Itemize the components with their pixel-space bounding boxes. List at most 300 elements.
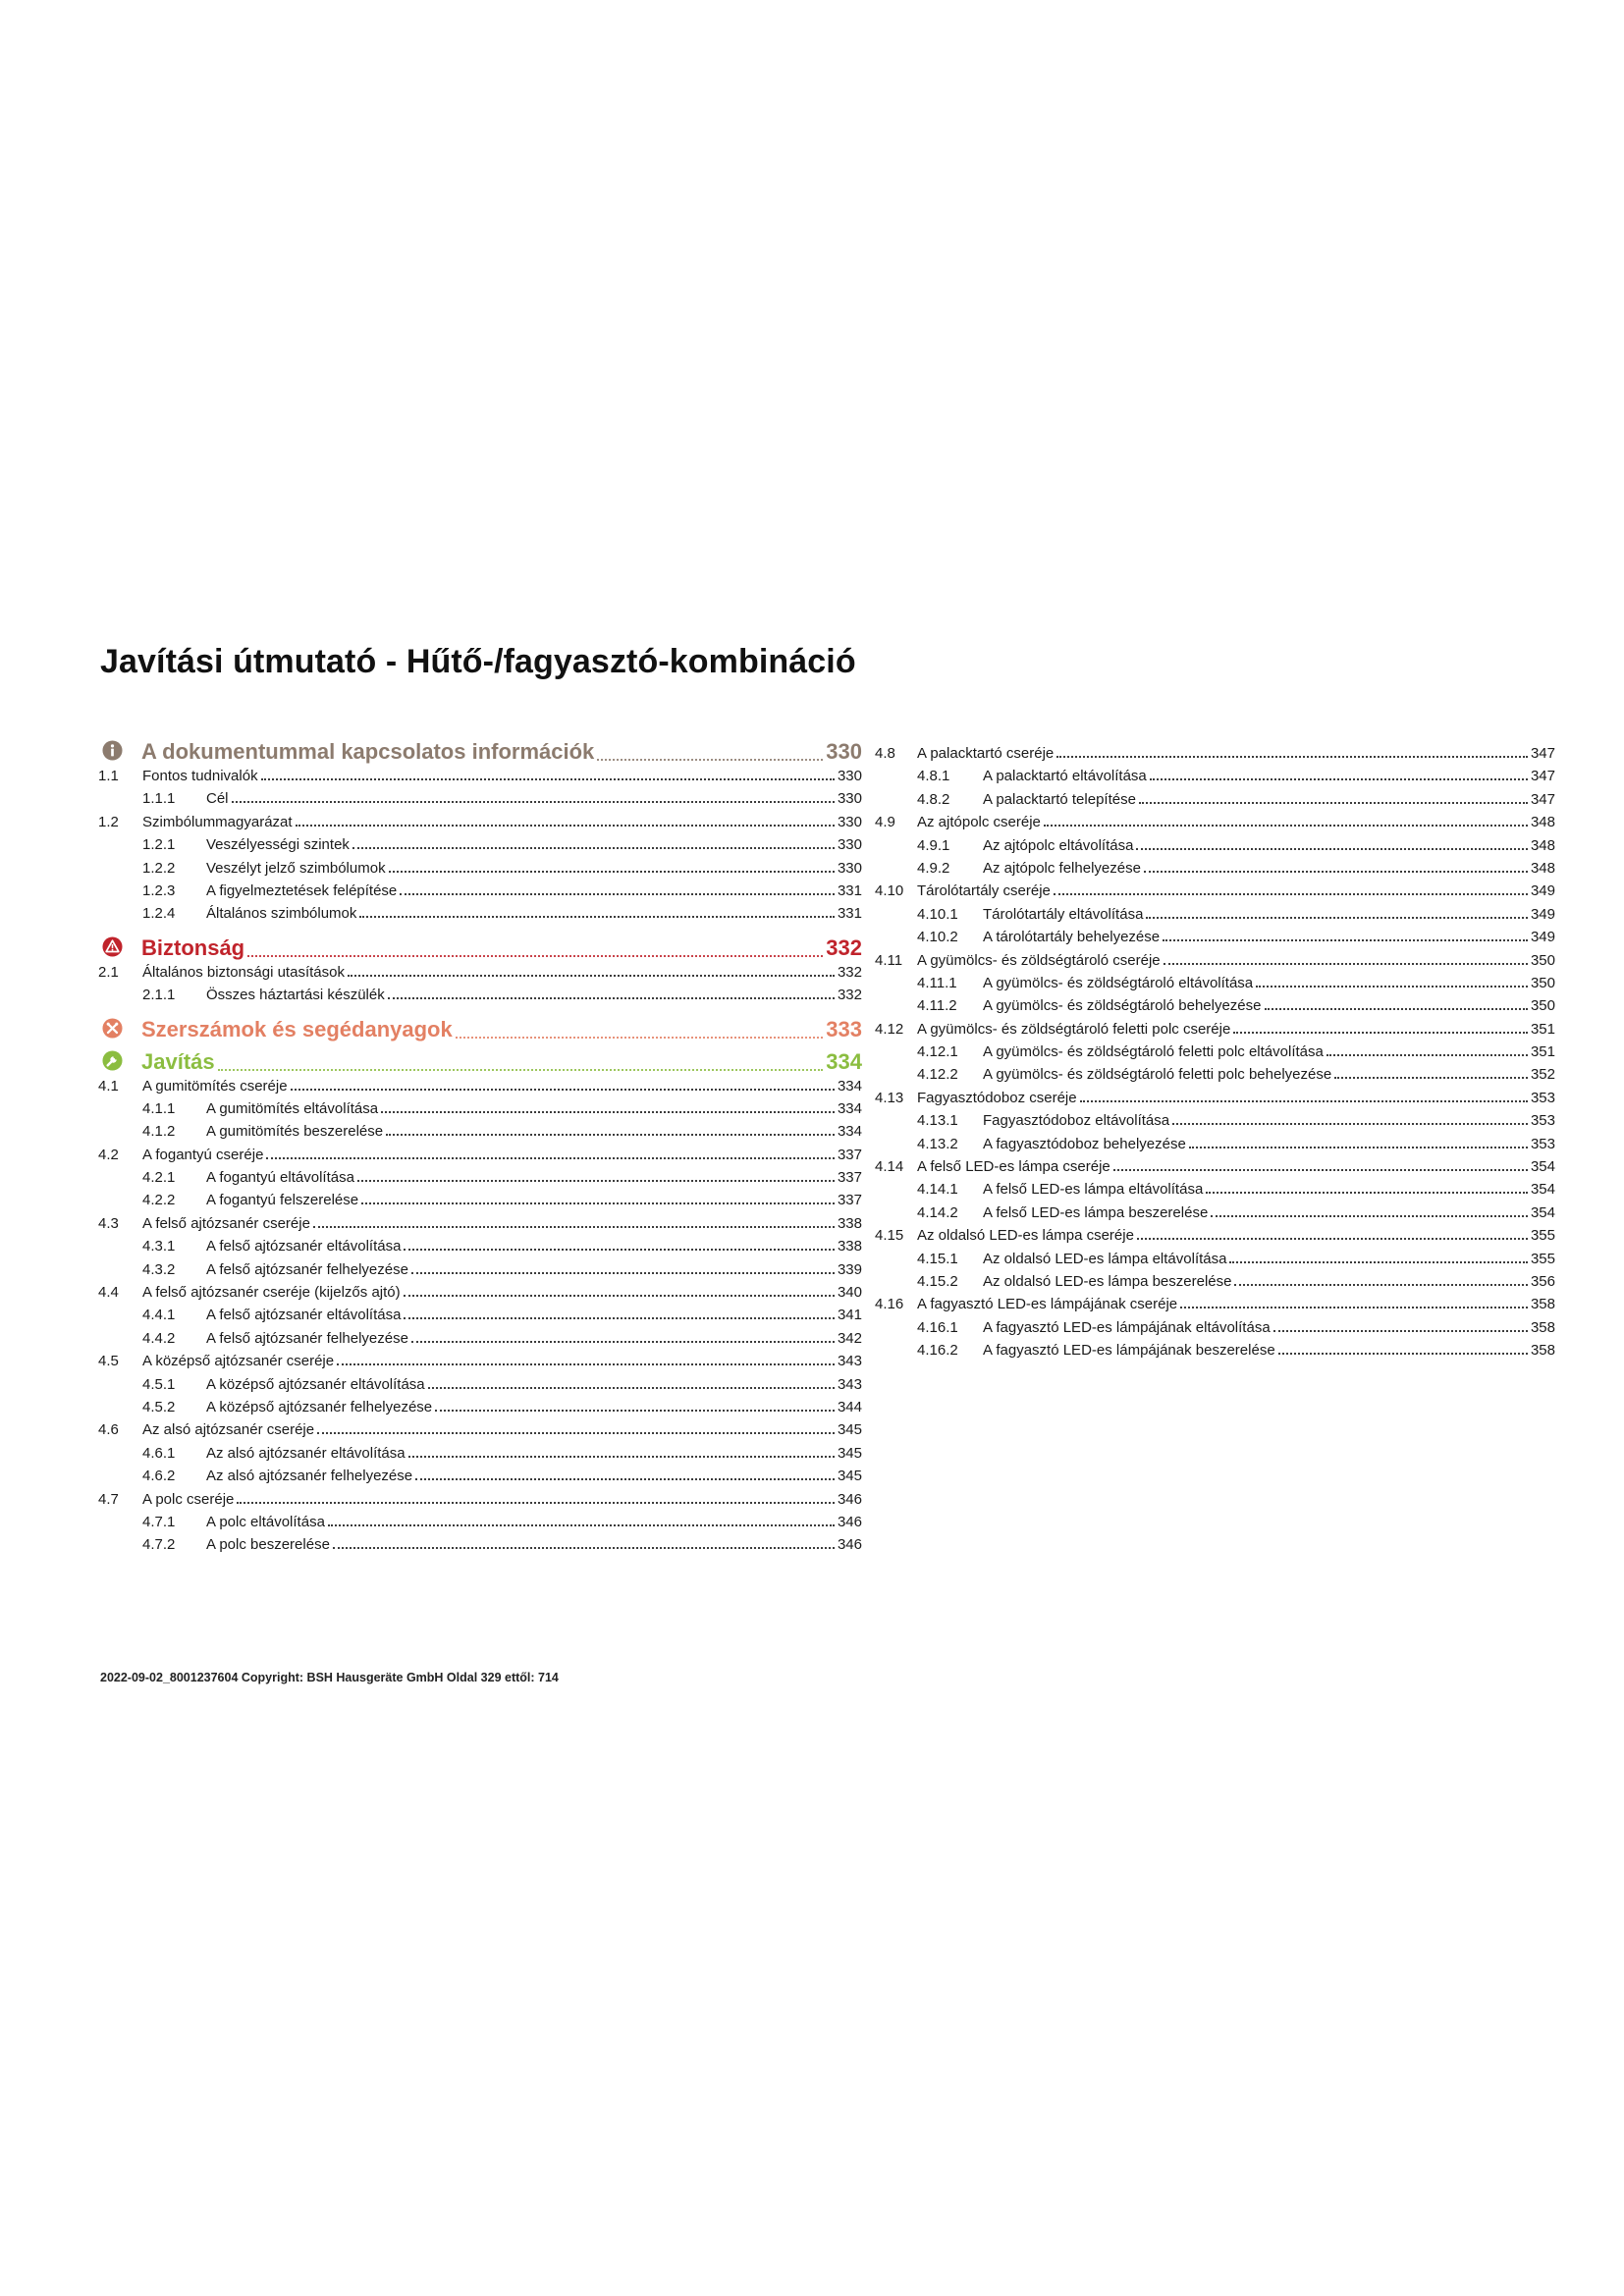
toc-entry-line [983, 1066, 1555, 1083]
toc-number: 4.10.2 [917, 929, 958, 946]
warning-triangle-icon [102, 936, 123, 957]
toc-page-number: 330 [837, 813, 862, 830]
toc-page-number: 337 [837, 1169, 862, 1187]
toc-entry-line [142, 1147, 862, 1163]
toc-page-number: 347 [1530, 768, 1555, 785]
dot-leader [1056, 755, 1528, 758]
toc-title: Veszélyességi szintek [206, 836, 350, 854]
toc-entry-line [206, 836, 862, 853]
toc-page-number: 330 [837, 836, 862, 854]
toc-entry-line [206, 1307, 862, 1323]
dot-leader [1164, 962, 1528, 965]
toc-entry-line [206, 905, 862, 922]
toc-entry-line [142, 1353, 862, 1369]
toc-page-number: 351 [1530, 1043, 1555, 1061]
toc-title: Tárolótartály cseréje [917, 882, 1051, 900]
toc-page-number: 353 [1530, 1112, 1555, 1130]
toc-subsection[interactable] [98, 858, 862, 881]
toc-page-number: 334 [837, 1099, 862, 1117]
toc-subsection[interactable] [875, 835, 1555, 858]
toc-page-number: 332 [837, 987, 862, 1004]
dot-leader [1211, 1214, 1528, 1217]
toc-section[interactable] [98, 1282, 862, 1305]
toc-title: Tárolótartály eltávolítása [983, 905, 1144, 923]
toc-number: 4.10 [875, 882, 904, 900]
toc-entry-line [142, 1078, 862, 1095]
toc-entry-line [142, 1215, 862, 1232]
toc-subsection[interactable] [875, 995, 1555, 1018]
dot-leader [389, 870, 835, 873]
toc-number: 4.14.2 [917, 1203, 958, 1221]
toc-entry-line [206, 1468, 862, 1484]
toc-page-number: 351 [1530, 1020, 1555, 1038]
toc-title: Az ajtópolc eltávolítása [983, 836, 1134, 854]
toc-page-number: 344 [837, 1398, 862, 1415]
toc-number: 4.7.1 [142, 1513, 176, 1530]
toc-title: A palacktartó telepítése [983, 790, 1136, 808]
toc-title: A gumitömítés cseréje [142, 1077, 288, 1095]
toc-number: 4.3.2 [142, 1260, 176, 1278]
toc-number: 4.16 [875, 1296, 904, 1313]
toc-subsection[interactable] [875, 1064, 1555, 1087]
toc-number: 4.16.2 [917, 1342, 958, 1360]
toc-page-number: 350 [1530, 951, 1555, 969]
dot-leader [317, 1431, 835, 1434]
toc-entry-line [983, 1136, 1555, 1152]
dot-leader [456, 1036, 824, 1039]
toc-section[interactable] [98, 962, 862, 985]
toc-number: 4.12.2 [917, 1066, 958, 1084]
toc-subsection[interactable] [98, 788, 862, 811]
dot-leader [411, 1340, 835, 1343]
toc-entry-line [917, 1090, 1555, 1106]
dot-leader [381, 1110, 835, 1113]
toc-entry-line [917, 1021, 1555, 1038]
toc-section[interactable] [98, 766, 862, 788]
page-footer: 2022-09-02_8001237604 Copyright: BSH Hausgeräte GmbH Oldal 329 ettől: 714 [100, 1671, 559, 1684]
toc-title: A felső LED-es lámpa beszerelése [983, 1203, 1209, 1221]
dot-leader [1334, 1076, 1528, 1079]
toc-title: A középső ajtózsanér felhelyezése [206, 1398, 433, 1415]
toc-section[interactable] [875, 812, 1555, 834]
toc-title: A fogantyú cseréje [142, 1146, 264, 1163]
toc-subsection[interactable] [98, 1236, 862, 1258]
toc-title: A gyümölcs- és zöldségtároló eltávolítása [983, 974, 1254, 991]
dot-leader [404, 1316, 835, 1319]
toc-page-number: 330 [837, 768, 862, 784]
toc-subsection[interactable] [875, 1110, 1555, 1133]
dot-leader [411, 1271, 835, 1274]
toc-chapter[interactable] [98, 739, 862, 763]
toc-title: A gyümölcs- és zöldségtároló feletti polc cseréje [917, 1020, 1231, 1038]
toc-number: 4.11.2 [917, 997, 957, 1015]
toc-section[interactable] [98, 1213, 862, 1236]
dot-leader [1080, 1099, 1528, 1102]
toc-page-number: 350 [1530, 997, 1555, 1015]
dot-leader [1150, 777, 1528, 780]
dot-leader [428, 1386, 835, 1389]
toc-entry-line [141, 935, 862, 961]
toc-number: 4.2 [98, 1146, 119, 1163]
toc-page-number: 349 [1530, 905, 1555, 923]
toc-page-number: 331 [837, 881, 862, 899]
toc-title: A felső ajtózsanér felhelyezése [206, 1260, 408, 1278]
toc-entry-line [141, 1017, 862, 1042]
toc-subsection[interactable] [98, 1190, 862, 1212]
dot-leader [237, 1501, 835, 1504]
toc-entry-line [983, 975, 1555, 991]
toc-entry-line [983, 860, 1555, 877]
dot-leader [1163, 938, 1528, 941]
toc-number: 4.5.1 [142, 1375, 176, 1393]
toc-number: 4.7 [98, 1490, 119, 1508]
toc-title: A középső ajtózsanér eltávolítása [206, 1375, 425, 1393]
repair-icon [102, 1050, 123, 1071]
toc-title: Összes háztartási készülék [206, 987, 385, 1004]
toc-title: A középső ajtózsanér cseréje [142, 1353, 335, 1370]
toc-number: 4.10.1 [917, 905, 958, 923]
toc-title: Veszélyt jelző szimbólumok [206, 859, 386, 877]
dot-leader [1229, 1260, 1528, 1263]
dot-leader [386, 1133, 835, 1136]
toc-title: A gyümölcs- és zöldségtároló behelyezése [983, 997, 1262, 1015]
toc-page-number: 350 [1530, 974, 1555, 991]
toc-number: 4.11.1 [917, 974, 957, 991]
toc-page-number: 358 [1530, 1296, 1555, 1313]
toc-entry-line [142, 814, 862, 830]
toc-entry-line [206, 1445, 862, 1462]
toc-title: A felső ajtózsanér felhelyezése [206, 1329, 408, 1347]
toc-subsection[interactable] [98, 1098, 862, 1121]
toc-title: Fagyasztódoboz eltávolítása [983, 1112, 1170, 1130]
toc-entry-line [142, 1421, 862, 1438]
toc-entry-line [141, 739, 862, 765]
toc-subsection[interactable] [875, 789, 1555, 812]
dot-leader [313, 1225, 835, 1228]
toc-page-number: 334 [837, 1123, 862, 1141]
dot-leader [266, 1156, 835, 1159]
dot-leader [1180, 1306, 1528, 1308]
toc-entry-line [206, 1192, 862, 1208]
toc-title: A felső ajtózsanér eltávolítása [206, 1238, 402, 1255]
toc-entry-line [983, 1319, 1555, 1336]
toc-title: Az ajtópolc cseréje [917, 814, 1041, 831]
toc-entry-line [983, 1043, 1555, 1060]
toc-title: A fagyasztódoboz behelyezése [983, 1135, 1186, 1152]
toc-chapter[interactable] [98, 1049, 862, 1073]
dot-leader [415, 1477, 835, 1480]
toc-page-number: 331 [837, 905, 862, 923]
toc-page-number: 355 [1530, 1250, 1555, 1267]
toc-entry-line [917, 745, 1555, 762]
toc-section[interactable] [98, 1419, 862, 1442]
toc-entry-line [917, 814, 1555, 830]
toc-subsection[interactable] [98, 903, 862, 926]
toc-subsection[interactable] [98, 1466, 862, 1488]
toc-subsection[interactable] [98, 1167, 862, 1190]
toc-subsection[interactable] [98, 881, 862, 903]
toc-title: Általános szimbólumok [206, 905, 357, 923]
toc-subsection[interactable] [875, 904, 1555, 927]
dot-leader [1136, 847, 1528, 850]
dot-leader [388, 996, 835, 999]
toc-number: 4.5.2 [142, 1398, 176, 1415]
toc-title: A figyelmeztetések felépítése [206, 881, 398, 899]
dot-leader [361, 1201, 835, 1204]
toc-subsection[interactable] [875, 1249, 1555, 1271]
toc-entry-line [983, 929, 1555, 945]
toc-entry-line [917, 1158, 1555, 1175]
toc-title: A polc cseréje [142, 1490, 235, 1508]
toc-title: A felső ajtózsanér cseréje [142, 1214, 310, 1232]
toc-title: Általános biztonsági utasítások [142, 963, 345, 981]
toc-subsection[interactable] [875, 1179, 1555, 1201]
dot-leader [218, 1068, 824, 1071]
toc-section[interactable] [875, 881, 1555, 903]
dot-leader [1233, 1031, 1528, 1034]
toc-page-number: 334 [826, 1048, 862, 1074]
toc-subsection[interactable] [98, 1305, 862, 1327]
toc-section[interactable] [875, 1294, 1555, 1316]
toc-number: 4.8.2 [917, 790, 950, 808]
toc-page-number: 333 [826, 1016, 862, 1041]
dot-leader [1326, 1053, 1528, 1056]
dot-leader [400, 892, 835, 895]
toc-subsection[interactable] [98, 1259, 862, 1282]
toc-page-number: 340 [837, 1284, 862, 1302]
toc-number: 4.2.2 [142, 1192, 176, 1209]
dot-leader [1139, 801, 1528, 804]
toc-title: A gumitömítés beszerelése [206, 1123, 384, 1141]
toc-title: Javítás [141, 1048, 215, 1074]
dot-leader [1137, 1237, 1528, 1240]
dot-leader [291, 1088, 835, 1091]
info-icon [102, 740, 123, 761]
toc-number: 1.1 [98, 768, 119, 784]
dot-leader [337, 1362, 835, 1365]
toc-title: A palacktartó cseréje [917, 745, 1055, 762]
toc-entry-line [983, 1181, 1555, 1198]
dot-leader [359, 915, 835, 918]
toc-entry-line [142, 1491, 862, 1508]
toc-page-number: 337 [837, 1192, 862, 1209]
toc-title: Az oldalsó LED-es lámpa cseréje [917, 1227, 1134, 1245]
dot-leader [1273, 1329, 1528, 1332]
dot-leader [1189, 1146, 1528, 1148]
toc-title: Cél [206, 790, 229, 808]
toc-page-number: 347 [1530, 745, 1555, 762]
toc-title: A gyümölcs- és zöldségtároló cseréje [917, 951, 1161, 969]
toc-section[interactable] [875, 950, 1555, 973]
toc-subsection[interactable] [98, 1328, 862, 1351]
toc-left-column [98, 739, 862, 1558]
toc-section[interactable] [98, 1351, 862, 1373]
toc-number: 4.2.1 [142, 1169, 176, 1187]
dot-leader [597, 758, 823, 761]
toc-number: 4.13 [875, 1089, 904, 1106]
toc-number: 4.14 [875, 1158, 904, 1176]
toc-entry-line [917, 952, 1555, 969]
toc-section[interactable] [875, 743, 1555, 766]
toc-page-number: 346 [837, 1513, 862, 1530]
toc-subsection[interactable] [875, 927, 1555, 949]
toc-entry-line [206, 1376, 862, 1393]
toc-number: 4.7.2 [142, 1536, 176, 1554]
toc-number: 4.9.2 [917, 859, 950, 877]
toc-number: 4.1.2 [142, 1123, 176, 1141]
toc-page-number: 358 [1530, 1342, 1555, 1360]
dot-leader [247, 954, 823, 957]
toc-page-number: 345 [837, 1444, 862, 1462]
toc-subsection[interactable] [98, 1512, 862, 1534]
toc-number: 4.4.2 [142, 1329, 176, 1347]
toc-subsection[interactable] [875, 1317, 1555, 1340]
toc-subsection[interactable] [98, 1374, 862, 1397]
toc-section[interactable] [98, 1076, 862, 1098]
toc-subsection[interactable] [98, 1397, 862, 1419]
toc-entry-line [917, 882, 1555, 899]
toc-number: 4.3 [98, 1214, 119, 1232]
toc-subsection[interactable] [875, 973, 1555, 995]
dot-leader [1054, 892, 1528, 895]
toc-subsection[interactable] [875, 766, 1555, 788]
toc-entry-line [142, 768, 862, 784]
toc-title: Biztonság [141, 934, 245, 960]
toc-entry-line [983, 1112, 1555, 1129]
toc-chapter[interactable] [98, 935, 862, 959]
toc-page-number: 332 [837, 963, 862, 981]
toc-subsection[interactable] [875, 1202, 1555, 1225]
toc-entry-line [917, 1296, 1555, 1312]
toc-title: Az ajtópolc felhelyezése [983, 859, 1141, 877]
toc-number: 4.9.1 [917, 836, 950, 854]
toc-page-number: 349 [1530, 882, 1555, 900]
toc-page-number: 343 [837, 1375, 862, 1393]
toc-chapter[interactable] [98, 1017, 862, 1041]
toc-entry-line [983, 837, 1555, 854]
toc-page-number: 332 [826, 934, 862, 960]
toc-section[interactable] [98, 812, 862, 834]
toc-number: 4.12 [875, 1020, 904, 1038]
toc-subsection[interactable] [98, 1121, 862, 1144]
toc-page-number: 352 [1530, 1066, 1555, 1084]
document-title: Javítási útmutató - Hűtő-/fagyasztó-kombináció [100, 643, 856, 680]
toc-section[interactable] [875, 1225, 1555, 1248]
dot-leader [1044, 824, 1528, 827]
toc-section[interactable] [875, 1019, 1555, 1041]
toc-title: A fagyasztó LED-es lámpájának cseréje [917, 1296, 1178, 1313]
toc-entry-line [206, 860, 862, 877]
toc-title: A felső LED-es lámpa cseréje [917, 1158, 1110, 1176]
toc-section[interactable] [98, 1489, 862, 1512]
toc-page-number: 356 [1530, 1272, 1555, 1290]
toc-number: 1.2 [98, 813, 119, 830]
toc-subsection[interactable] [875, 1340, 1555, 1362]
toc-title: Fontos tudnivalók [142, 768, 258, 784]
toc-page-number: 348 [1530, 859, 1555, 877]
toc-entry-line [206, 1330, 862, 1347]
toc-title: A fagyasztó LED-es lámpájának eltávolítása [983, 1318, 1271, 1336]
toc-entry-line [206, 1123, 862, 1140]
toc-subsection[interactable] [98, 1443, 862, 1466]
dot-leader [1172, 1122, 1528, 1125]
toc-page-number: 348 [1530, 836, 1555, 854]
toc-subsection[interactable] [875, 858, 1555, 881]
toc-title: A felső LED-es lámpa eltávolítása [983, 1181, 1204, 1199]
toc-entry-line [983, 1204, 1555, 1221]
toc-number: 4.6.2 [142, 1468, 176, 1485]
tools-icon [102, 1018, 123, 1039]
toc-subsection[interactable] [98, 1534, 862, 1557]
dot-leader [404, 1248, 835, 1251]
toc-number: 1.2.4 [142, 905, 176, 923]
dot-leader [357, 1179, 835, 1182]
toc-entry-line [142, 964, 862, 981]
toc-section[interactable] [875, 1156, 1555, 1179]
toc-subsection[interactable] [875, 1041, 1555, 1064]
toc-title: A fogantyú eltávolítása [206, 1169, 354, 1187]
toc-number: 4.6.1 [142, 1444, 176, 1462]
toc-entry-line [983, 1251, 1555, 1267]
dot-leader [328, 1523, 835, 1526]
toc-number: 4.15.1 [917, 1250, 958, 1267]
toc-page-number: 346 [837, 1490, 862, 1508]
toc-section[interactable] [875, 1088, 1555, 1110]
toc-page-number: 338 [837, 1238, 862, 1255]
toc-entry-line [142, 1284, 862, 1301]
toc-number: 4.15.2 [917, 1272, 958, 1290]
toc-entry-line [983, 906, 1555, 923]
toc-subsection[interactable] [98, 834, 862, 857]
toc-number: 4.16.1 [917, 1318, 958, 1336]
toc-right-column [875, 743, 1555, 1363]
toc-entry-line [206, 1238, 862, 1255]
toc-subsection[interactable] [875, 1271, 1555, 1294]
toc-page-number: 353 [1530, 1089, 1555, 1106]
toc-title: Az alsó ajtózsanér cseréje [142, 1421, 315, 1439]
toc-entry-line [983, 791, 1555, 808]
toc-subsection[interactable] [875, 1134, 1555, 1156]
toc-number: 4.5 [98, 1353, 119, 1370]
toc-page-number: 354 [1530, 1181, 1555, 1199]
toc-title: A felső ajtózsanér cseréje (kijelzős ajtó) [142, 1284, 401, 1302]
toc-entry-line [983, 997, 1555, 1014]
toc-page-number: 353 [1530, 1135, 1555, 1152]
toc-subsection[interactable] [98, 985, 862, 1007]
toc-title: Fagyasztódoboz cseréje [917, 1089, 1077, 1106]
toc-page-number: 348 [1530, 814, 1555, 831]
toc-title: Az oldalsó LED-es lámpa beszerelése [983, 1272, 1232, 1290]
toc-title: A fogantyú felszerelése [206, 1192, 359, 1209]
toc-title: Szimbólummagyarázat [142, 813, 293, 830]
toc-page-number: 343 [837, 1353, 862, 1370]
toc-page-number: 330 [837, 790, 862, 808]
toc-entry-line [983, 1342, 1555, 1359]
toc-section[interactable] [98, 1145, 862, 1167]
toc-entry-line [983, 768, 1555, 784]
toc-page-number: 355 [1530, 1227, 1555, 1245]
toc-number: 4.12.1 [917, 1043, 958, 1061]
toc-entry-line [206, 1169, 862, 1186]
toc-entry-line [206, 1261, 862, 1278]
toc-entry-line [206, 1399, 862, 1415]
toc-entry-line [206, 1100, 862, 1117]
toc-number: 4.4 [98, 1284, 119, 1302]
toc-entry-line [206, 987, 862, 1003]
toc-number: 4.13.2 [917, 1135, 958, 1152]
toc-number: 4.4.1 [142, 1307, 176, 1324]
toc-entry-line [983, 1273, 1555, 1290]
